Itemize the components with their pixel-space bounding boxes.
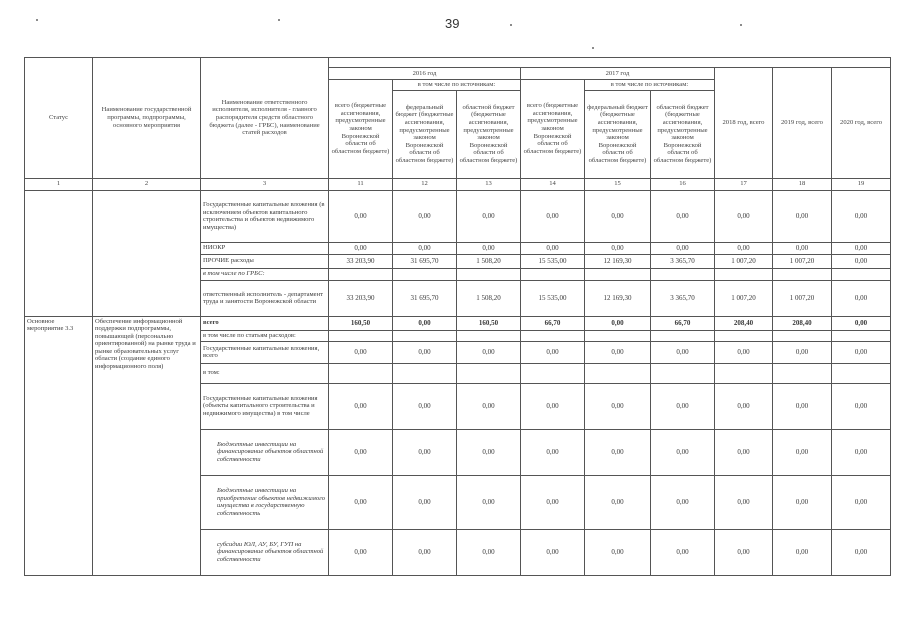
value-cell: 0,00 [521, 341, 585, 363]
value-cell: 0,00 [832, 341, 891, 363]
value-cell: 0,00 [832, 242, 891, 254]
value-cell: 0,00 [832, 254, 891, 268]
value-cell [832, 330, 891, 341]
value-cell: 66,70 [651, 316, 715, 330]
header-col-18: 2019 год, всего [773, 68, 832, 179]
value-cell: 0,00 [773, 190, 832, 242]
value-cell: 0,00 [585, 429, 651, 475]
value-cell: 0,00 [393, 242, 457, 254]
value-cell [832, 363, 891, 383]
value-cell [457, 268, 521, 280]
value-cell: 1 007,20 [715, 254, 773, 268]
value-cell: 31 695,70 [393, 254, 457, 268]
value-cell: 0,00 [773, 475, 832, 529]
value-cell [329, 330, 393, 341]
value-cell [651, 268, 715, 280]
value-cell: 12 169,30 [585, 280, 651, 316]
value-cell: 1 508,20 [457, 280, 521, 316]
value-cell [521, 268, 585, 280]
value-cell: 0,00 [715, 475, 773, 529]
value-cell: 31 695,70 [393, 280, 457, 316]
column-number: 16 [651, 178, 715, 190]
value-cell: 0,00 [651, 383, 715, 429]
value-cell [651, 330, 715, 341]
value-cell: 0,00 [521, 475, 585, 529]
value-cell: 160,50 [457, 316, 521, 330]
value-cell: 0,00 [393, 341, 457, 363]
value-cell [832, 268, 891, 280]
value-cell: 0,00 [393, 529, 457, 575]
value-cell: 0,00 [651, 341, 715, 363]
value-cell [715, 363, 773, 383]
column-number: 13 [457, 178, 521, 190]
row-label: ПРОЧИЕ расходы [201, 254, 329, 268]
header-sources-2017: в том числе по источникам: [585, 80, 715, 91]
event-status: Основное мероприятие 3.3 [25, 316, 93, 575]
column-number: 17 [715, 178, 773, 190]
column-number-row [25, 178, 891, 190]
value-cell: 208,40 [715, 316, 773, 330]
value-cell: 1 007,20 [715, 280, 773, 316]
value-cell: 0,00 [651, 242, 715, 254]
value-cell: 0,00 [457, 242, 521, 254]
value-cell: 0,00 [715, 341, 773, 363]
value-cell: 12 169,30 [585, 254, 651, 268]
value-cell [393, 330, 457, 341]
value-cell: 0,00 [521, 429, 585, 475]
row-label: Бюджетные инвестиции на финансирование объектов областной собственности [201, 429, 329, 475]
scan-speck [36, 19, 38, 21]
value-cell: 208,40 [773, 316, 832, 330]
row-label: НИОКР [201, 242, 329, 254]
row-label: Государственные капитальные вложения (объекты капитального строительства и недвижимого имущества) в том числе [201, 383, 329, 429]
column-number: 15 [585, 178, 651, 190]
event-name: Обеспечение информационной поддержки подпрограммы, повышающей (персонально ориентированной) на рынке труда и рынке образовательных услуг области (создание единого информационного поля) [93, 316, 201, 575]
value-cell [329, 268, 393, 280]
column-number: 18 [773, 178, 832, 190]
header-blank-band [329, 58, 891, 68]
value-cell [773, 363, 832, 383]
value-cell: 0,00 [329, 429, 393, 475]
value-cell: 33 203,90 [329, 254, 393, 268]
value-cell: 0,00 [585, 475, 651, 529]
value-cell: 0,00 [832, 190, 891, 242]
header-col-19: 2020 год, всего [832, 68, 891, 179]
status-cell-empty [25, 190, 93, 316]
value-cell: 0,00 [773, 383, 832, 429]
value-cell: 0,00 [715, 242, 773, 254]
budget-table [24, 57, 891, 576]
column-number: 12 [393, 178, 457, 190]
header-col-17: 2018 год, всего [715, 68, 773, 179]
header-status: Статус [25, 58, 93, 179]
value-cell: 0,00 [832, 429, 891, 475]
table-row [25, 316, 891, 330]
value-cell: 160,50 [329, 316, 393, 330]
value-cell: 0,00 [393, 429, 457, 475]
header-col-11: всего (бюджетные ассигнования, предусмотренные законом Воронежской области об областном бюджете) [329, 80, 393, 179]
column-number: 1 [25, 178, 93, 190]
value-cell: 0,00 [393, 475, 457, 529]
value-cell [773, 268, 832, 280]
value-cell: 0,00 [457, 475, 521, 529]
row-label: Государственные капитальные вложения (в исключением объектов капитального строительства и объектов недвижимого имущества) [201, 190, 329, 242]
header-year-2016: 2016 год [329, 68, 521, 80]
column-number: 11 [329, 178, 393, 190]
value-cell: 0,00 [773, 429, 832, 475]
header-program-name: Наименование государственной программы, подпрограммы, основного мероприятия [93, 58, 201, 179]
value-cell [521, 330, 585, 341]
row-label: ответственный исполнитель - департамент труда и занятости Воронежской области [201, 280, 329, 316]
value-cell: 0,00 [773, 341, 832, 363]
value-cell [585, 330, 651, 341]
scan-speck [510, 24, 512, 26]
value-cell: 3 365,70 [651, 254, 715, 268]
value-cell: 15 535,00 [521, 254, 585, 268]
value-cell: 0,00 [585, 383, 651, 429]
column-number: 19 [832, 178, 891, 190]
value-cell: 0,00 [521, 190, 585, 242]
value-cell [773, 330, 832, 341]
value-cell: 3 365,70 [651, 280, 715, 316]
column-number: 2 [93, 178, 201, 190]
value-cell: 0,00 [773, 242, 832, 254]
value-cell: 0,00 [832, 316, 891, 330]
header-year-2017: 2017 год [521, 68, 715, 80]
header-col-15: федеральный бюджет (бюджетные ассигнования, предусмотренные законом Воронежской области об областном бюджете) [585, 90, 651, 178]
row-label: субсидии ЮЛ, АУ, БУ, ГУП на финансирование объектов областной собственности [201, 529, 329, 575]
value-cell: 0,00 [329, 475, 393, 529]
scan-speck [592, 47, 594, 49]
value-cell: 0,00 [393, 190, 457, 242]
value-cell: 15 535,00 [521, 280, 585, 316]
value-cell [457, 330, 521, 341]
header-col-12: федеральный бюджет (бюджетные ассигнования, предусмотренные законом Воронежской области об областном бюджете) [393, 90, 457, 178]
header-responsible: Наименование ответственного исполнителя, исполнителя - главного распорядителя средств областного бюджета (далее - ГРБС), наименование статей расходов [201, 58, 329, 179]
value-cell: 0,00 [832, 529, 891, 575]
value-cell: 0,00 [651, 475, 715, 529]
value-cell: 1 007,20 [773, 254, 832, 268]
value-cell: 0,00 [585, 242, 651, 254]
value-cell: 0,00 [329, 341, 393, 363]
value-cell: 0,00 [585, 190, 651, 242]
column-number: 3 [201, 178, 329, 190]
value-cell: 1 508,20 [457, 254, 521, 268]
row-label: в том числе по ГРБС: [201, 268, 329, 280]
value-cell: 0,00 [329, 383, 393, 429]
value-cell: 0,00 [521, 529, 585, 575]
value-cell: 0,00 [457, 429, 521, 475]
name-cell-empty [93, 190, 201, 316]
value-cell: 0,00 [715, 529, 773, 575]
value-cell: 66,70 [521, 316, 585, 330]
value-cell: 0,00 [651, 429, 715, 475]
value-cell [651, 363, 715, 383]
value-cell: 1 007,20 [773, 280, 832, 316]
value-cell: 0,00 [521, 242, 585, 254]
value-cell: 0,00 [457, 383, 521, 429]
value-cell [393, 268, 457, 280]
value-cell: 0,00 [715, 383, 773, 429]
value-cell [393, 363, 457, 383]
value-cell: 0,00 [457, 341, 521, 363]
value-cell: 0,00 [457, 190, 521, 242]
value-cell: 0,00 [773, 529, 832, 575]
value-cell [457, 363, 521, 383]
value-cell: 33 203,90 [329, 280, 393, 316]
value-cell [585, 363, 651, 383]
column-number: 14 [521, 178, 585, 190]
value-cell: 0,00 [329, 190, 393, 242]
value-cell: 0,00 [521, 383, 585, 429]
value-cell: 0,00 [832, 475, 891, 529]
value-cell: 0,00 [585, 316, 651, 330]
row-label: Государственные капитальные вложения, всего [201, 341, 329, 363]
value-cell: 0,00 [585, 341, 651, 363]
value-cell [585, 268, 651, 280]
row-label: в том: [201, 363, 329, 383]
header-sources-2016: в том числе по источникам: [393, 80, 521, 91]
header-col-14: всего (бюджетные ассигнования, предусмотренные законом Воронежской области об областном бюджете) [521, 80, 585, 179]
row-label: в том числе по статьям расходов: [201, 330, 329, 341]
value-cell: 0,00 [393, 383, 457, 429]
value-cell: 0,00 [715, 190, 773, 242]
scan-speck [278, 19, 280, 21]
value-cell [521, 363, 585, 383]
value-cell: 0,00 [715, 429, 773, 475]
value-cell: 0,00 [651, 529, 715, 575]
value-cell: 0,00 [457, 529, 521, 575]
value-cell: 0,00 [585, 529, 651, 575]
header-col-16: областной бюджет (бюджетные ассигнования, предусмотренные законом Воронежской области об областном бюджете) [651, 90, 715, 178]
value-cell: 0,00 [651, 190, 715, 242]
value-cell [715, 268, 773, 280]
value-cell: 0,00 [393, 316, 457, 330]
value-cell: 0,00 [832, 280, 891, 316]
value-cell [715, 330, 773, 341]
value-cell: 0,00 [329, 242, 393, 254]
header-col-13: областной бюджет (бюджетные ассигнования, предусмотренные законом Воронежской области об областном бюджете) [457, 90, 521, 178]
page-number: 39 [445, 16, 460, 31]
scan-speck [740, 24, 742, 26]
value-cell [329, 363, 393, 383]
table-row [25, 190, 891, 242]
row-label: всего [201, 316, 329, 330]
value-cell: 0,00 [832, 383, 891, 429]
value-cell: 0,00 [329, 529, 393, 575]
row-label: Бюджетные инвестиции на приобретение объектов недвижимого имущества в государственную собственность [201, 475, 329, 529]
